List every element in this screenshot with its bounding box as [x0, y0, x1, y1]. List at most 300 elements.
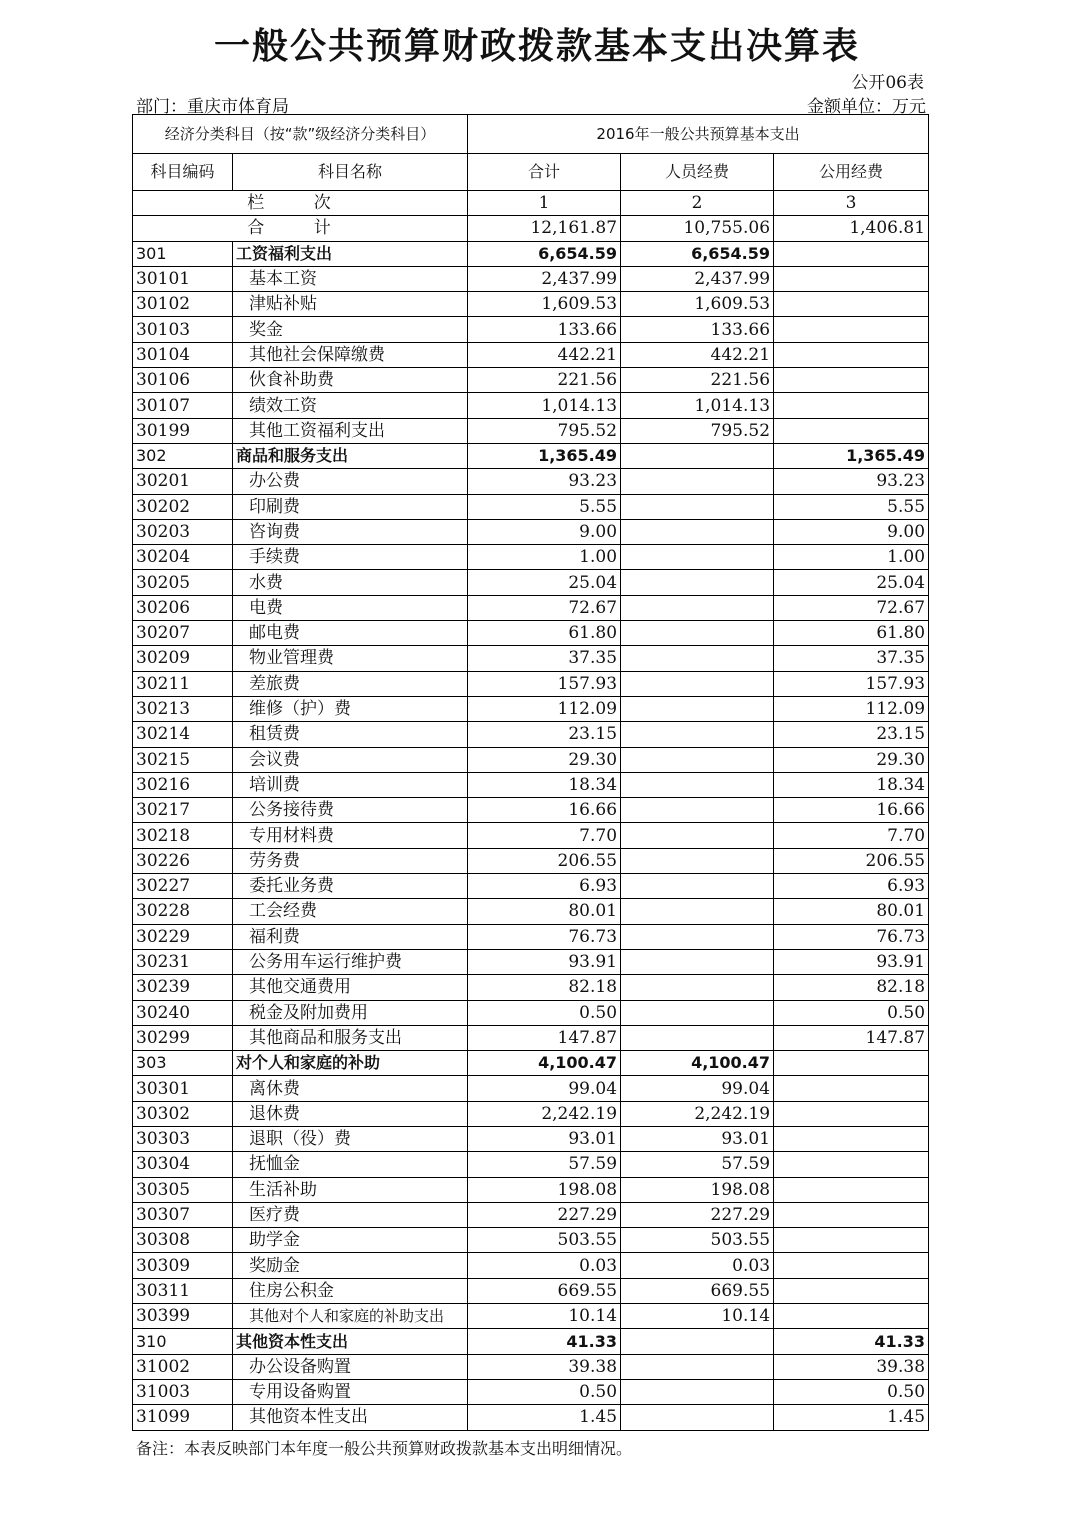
total-public: 1,406.81	[774, 216, 929, 241]
cell-public: 16.66	[774, 798, 929, 823]
table-row	[133, 519, 929, 544]
cell-public: 23.15	[774, 722, 929, 747]
cell-code: 302	[133, 443, 233, 468]
cell-name: 生活补助	[233, 1177, 468, 1202]
cell-public	[774, 266, 929, 291]
cell-personnel	[621, 924, 774, 949]
table-row	[133, 393, 929, 418]
cell-name: 维修（护）费	[233, 696, 468, 721]
cell-code: 30213	[133, 696, 233, 721]
total-amount: 12,161.87	[468, 216, 621, 241]
cell-public: 82.18	[774, 975, 929, 1000]
table-row	[133, 696, 929, 721]
column-number-row	[133, 191, 929, 216]
cell-total: 93.91	[468, 949, 621, 974]
cell-total: 10.14	[468, 1304, 621, 1329]
category-row	[133, 1329, 929, 1354]
cell-personnel: 2,242.19	[621, 1101, 774, 1126]
cell-name: 对个人和家庭的补助	[233, 1051, 468, 1076]
column-number-3: 3	[774, 191, 929, 216]
cell-public: 9.00	[774, 519, 929, 544]
name-header: 科目名称	[233, 154, 468, 191]
total-header: 合计	[468, 154, 621, 191]
cell-name: 医疗费	[233, 1202, 468, 1227]
meta-row	[136, 92, 926, 117]
cell-name: 物业管理费	[233, 646, 468, 671]
cell-public: 5.55	[774, 494, 929, 519]
cell-code: 30206	[133, 595, 233, 620]
cell-total: 1,609.53	[468, 292, 621, 317]
table-row	[133, 1304, 929, 1329]
cell-total: 221.56	[468, 368, 621, 393]
cell-personnel	[621, 1329, 774, 1354]
cell-total: 795.52	[468, 418, 621, 443]
table-row	[133, 545, 929, 570]
cell-public	[774, 1228, 929, 1253]
cell-public	[774, 1076, 929, 1101]
cell-total: 23.15	[468, 722, 621, 747]
cell-public: 206.55	[774, 848, 929, 873]
cell-total: 1,014.13	[468, 393, 621, 418]
table-row	[133, 747, 929, 772]
cell-total: 669.55	[468, 1278, 621, 1303]
cell-personnel: 669.55	[621, 1278, 774, 1303]
cell-name: 其他交通费用	[233, 975, 468, 1000]
total-personnel: 10,755.06	[621, 216, 774, 241]
table-row	[133, 1228, 929, 1253]
table-row	[133, 949, 929, 974]
cell-code: 30399	[133, 1304, 233, 1329]
cell-public: 6.93	[774, 874, 929, 899]
cell-code: 30217	[133, 798, 233, 823]
cell-code: 30305	[133, 1177, 233, 1202]
column-number-2: 2	[621, 191, 774, 216]
cell-code: 30304	[133, 1152, 233, 1177]
cell-public: 39.38	[774, 1354, 929, 1379]
econ-class-header: 经济分类科目（按“款”级经济分类科目）	[133, 115, 468, 154]
cell-name: 差旅费	[233, 671, 468, 696]
cell-personnel: 221.56	[621, 368, 774, 393]
cell-public	[774, 1051, 929, 1076]
cell-code: 30301	[133, 1076, 233, 1101]
cell-public: 72.67	[774, 595, 929, 620]
cell-public	[774, 368, 929, 393]
cell-personnel	[621, 469, 774, 494]
cell-name: 公务接待费	[233, 798, 468, 823]
cell-total: 4,100.47	[468, 1051, 621, 1076]
cell-public: 18.34	[774, 772, 929, 797]
cell-personnel	[621, 823, 774, 848]
table-row	[133, 1177, 929, 1202]
cell-personnel	[621, 646, 774, 671]
cell-total: 1.45	[468, 1405, 621, 1430]
cell-name: 工资福利支出	[233, 241, 468, 266]
form-number: 公开06表	[851, 73, 924, 93]
cell-total: 206.55	[468, 848, 621, 873]
cell-personnel: 503.55	[621, 1228, 774, 1253]
cell-code: 30216	[133, 772, 233, 797]
cell-total: 227.29	[468, 1202, 621, 1227]
cell-code: 30106	[133, 368, 233, 393]
table-row	[133, 469, 929, 494]
cell-code: 31002	[133, 1354, 233, 1379]
table-row	[133, 1025, 929, 1050]
column-number-label: 栏 次	[133, 191, 468, 216]
cell-total: 57.59	[468, 1152, 621, 1177]
cell-code: 30229	[133, 924, 233, 949]
category-row	[133, 443, 929, 468]
cell-public	[774, 292, 929, 317]
cell-name: 住房公积金	[233, 1278, 468, 1303]
column-number-1: 1	[468, 191, 621, 216]
cell-name: 抚恤金	[233, 1152, 468, 1177]
cell-public: 112.09	[774, 696, 929, 721]
cell-name: 专用材料费	[233, 823, 468, 848]
cell-personnel: 442.21	[621, 342, 774, 367]
cell-name: 其他社会保障缴费	[233, 342, 468, 367]
cell-public	[774, 317, 929, 342]
cell-name: 印刷费	[233, 494, 468, 519]
cell-total: 1.00	[468, 545, 621, 570]
cell-code: 30218	[133, 823, 233, 848]
table-row	[133, 1076, 929, 1101]
cell-code: 30299	[133, 1025, 233, 1050]
cell-code: 30302	[133, 1101, 233, 1126]
cell-name: 手续费	[233, 545, 468, 570]
cell-personnel: 198.08	[621, 1177, 774, 1202]
cell-name: 专用设备购置	[233, 1379, 468, 1404]
cell-name: 租赁费	[233, 722, 468, 747]
cell-personnel: 93.01	[621, 1126, 774, 1151]
cell-public: 61.80	[774, 621, 929, 646]
table-row	[133, 924, 929, 949]
header-row-1	[133, 115, 929, 154]
cell-code: 30308	[133, 1228, 233, 1253]
cell-code: 30311	[133, 1278, 233, 1303]
cell-public: 1.45	[774, 1405, 929, 1430]
cell-public	[774, 393, 929, 418]
table-row	[133, 1202, 929, 1227]
table-row	[133, 1354, 929, 1379]
cell-personnel	[621, 671, 774, 696]
page-title: 一般公共预算财政拨款基本支出决算表	[213, 26, 860, 67]
table-row	[133, 1101, 929, 1126]
cell-total: 6,654.59	[468, 241, 621, 266]
cell-public	[774, 1101, 929, 1126]
cell-total: 39.38	[468, 1354, 621, 1379]
cell-name: 其他商品和服务支出	[233, 1025, 468, 1050]
cell-total: 2,437.99	[468, 266, 621, 291]
cell-name: 津贴补贴	[233, 292, 468, 317]
cell-name: 电费	[233, 595, 468, 620]
cell-code: 30309	[133, 1253, 233, 1278]
footnote: 备注：本表反映部门本年度一般公共预算财政拨款基本支出明细情况。	[136, 1439, 633, 1458]
cell-total: 7.70	[468, 823, 621, 848]
cell-public: 93.91	[774, 949, 929, 974]
cell-personnel: 1,609.53	[621, 292, 774, 317]
cell-total: 6.93	[468, 874, 621, 899]
cell-public: 1,365.49	[774, 443, 929, 468]
table-row	[133, 621, 929, 646]
cell-name: 商品和服务支出	[233, 443, 468, 468]
cell-total: 18.34	[468, 772, 621, 797]
cell-total: 133.66	[468, 317, 621, 342]
cell-public: 93.23	[774, 469, 929, 494]
cell-name: 奖励金	[233, 1253, 468, 1278]
table-row	[133, 1278, 929, 1303]
category-row	[133, 241, 929, 266]
cell-personnel	[621, 949, 774, 974]
cell-public: 157.93	[774, 671, 929, 696]
cell-personnel	[621, 443, 774, 468]
cell-name: 伙食补助费	[233, 368, 468, 393]
cell-name: 劳务费	[233, 848, 468, 873]
cell-personnel	[621, 975, 774, 1000]
cell-total: 442.21	[468, 342, 621, 367]
code-header: 科目编码	[133, 154, 233, 191]
cell-code: 30239	[133, 975, 233, 1000]
cell-total: 76.73	[468, 924, 621, 949]
cell-code: 30203	[133, 519, 233, 544]
cell-total: 1,365.49	[468, 443, 621, 468]
cell-total: 157.93	[468, 671, 621, 696]
personnel-header: 人员经费	[621, 154, 774, 191]
cell-total: 99.04	[468, 1076, 621, 1101]
cell-public	[774, 342, 929, 367]
table-row	[133, 722, 929, 747]
cell-public: 0.50	[774, 1379, 929, 1404]
cell-public: 41.33	[774, 1329, 929, 1354]
cell-total: 82.18	[468, 975, 621, 1000]
unit-label: 金额单位：万元	[807, 97, 926, 117]
cell-total: 61.80	[468, 621, 621, 646]
table-row	[133, 1126, 929, 1151]
table-row	[133, 975, 929, 1000]
cell-name: 其他对个人和家庭的补助支出	[233, 1304, 468, 1329]
cell-code: 30205	[133, 570, 233, 595]
cell-name: 奖金	[233, 317, 468, 342]
cell-total: 5.55	[468, 494, 621, 519]
cell-public	[774, 418, 929, 443]
cell-total: 16.66	[468, 798, 621, 823]
cell-total: 2,242.19	[468, 1101, 621, 1126]
cell-name: 邮电费	[233, 621, 468, 646]
cell-personnel: 4,100.47	[621, 1051, 774, 1076]
table-row	[133, 368, 929, 393]
cell-name: 退休费	[233, 1101, 468, 1126]
cell-code: 30226	[133, 848, 233, 873]
cell-public: 1.00	[774, 545, 929, 570]
cell-code: 30201	[133, 469, 233, 494]
cell-total: 93.01	[468, 1126, 621, 1151]
cell-public: 76.73	[774, 924, 929, 949]
cell-personnel: 227.29	[621, 1202, 774, 1227]
cell-name: 退职（役）费	[233, 1126, 468, 1151]
cell-code: 30231	[133, 949, 233, 974]
cell-name: 税金及附加费用	[233, 1000, 468, 1025]
cell-public: 147.87	[774, 1025, 929, 1050]
table-row	[133, 342, 929, 367]
header-row-2	[133, 154, 929, 191]
cell-personnel	[621, 621, 774, 646]
cell-total: 93.23	[468, 469, 621, 494]
cell-personnel	[621, 696, 774, 721]
cell-code: 30101	[133, 266, 233, 291]
cell-public: 29.30	[774, 747, 929, 772]
cell-name: 工会经费	[233, 899, 468, 924]
cell-public	[774, 1304, 929, 1329]
cell-personnel: 2,437.99	[621, 266, 774, 291]
cell-name: 委托业务费	[233, 874, 468, 899]
cell-total: 41.33	[468, 1329, 621, 1354]
cell-code: 30207	[133, 621, 233, 646]
cell-personnel	[621, 798, 774, 823]
cell-name: 办公设备购置	[233, 1354, 468, 1379]
table-row	[133, 772, 929, 797]
cell-name: 会议费	[233, 747, 468, 772]
cell-personnel: 0.03	[621, 1253, 774, 1278]
cell-code: 310	[133, 1329, 233, 1354]
category-row	[133, 1051, 929, 1076]
cell-total: 0.03	[468, 1253, 621, 1278]
table-row	[133, 1152, 929, 1177]
cell-personnel	[621, 1025, 774, 1050]
cell-personnel	[621, 848, 774, 873]
cell-public: 7.70	[774, 823, 929, 848]
cell-code: 30215	[133, 747, 233, 772]
cell-personnel: 795.52	[621, 418, 774, 443]
cell-personnel	[621, 494, 774, 519]
cell-public	[774, 1152, 929, 1177]
public-header: 公用经费	[774, 154, 929, 191]
cell-personnel	[621, 595, 774, 620]
cell-code: 30209	[133, 646, 233, 671]
cell-name: 公务用车运行维护费	[233, 949, 468, 974]
cell-code: 303	[133, 1051, 233, 1076]
period-header: 2016年一般公共预算基本支出	[468, 115, 929, 154]
cell-code: 30104	[133, 342, 233, 367]
cell-personnel	[621, 899, 774, 924]
table-row	[133, 266, 929, 291]
total-label: 合 计	[133, 216, 468, 241]
cell-public	[774, 1126, 929, 1151]
cell-total: 112.09	[468, 696, 621, 721]
cell-public	[774, 1253, 929, 1278]
department-label: 部门：重庆市体育局	[136, 97, 289, 117]
table-row	[133, 292, 929, 317]
total-row	[133, 216, 929, 241]
table-row	[133, 595, 929, 620]
cell-personnel: 1,014.13	[621, 393, 774, 418]
cell-code: 30307	[133, 1202, 233, 1227]
cell-code: 30240	[133, 1000, 233, 1025]
cell-total: 9.00	[468, 519, 621, 544]
cell-code: 30107	[133, 393, 233, 418]
cell-public	[774, 1202, 929, 1227]
cell-personnel	[621, 570, 774, 595]
table-row	[133, 823, 929, 848]
table-row	[133, 646, 929, 671]
cell-public: 37.35	[774, 646, 929, 671]
cell-code: 30202	[133, 494, 233, 519]
cell-total: 147.87	[468, 1025, 621, 1050]
cell-name: 咨询费	[233, 519, 468, 544]
table-row	[133, 671, 929, 696]
cell-public	[774, 241, 929, 266]
cell-personnel	[621, 1000, 774, 1025]
cell-total: 72.67	[468, 595, 621, 620]
cell-name: 福利费	[233, 924, 468, 949]
table-row	[133, 798, 929, 823]
cell-code: 30227	[133, 874, 233, 899]
cell-code: 30204	[133, 545, 233, 570]
cell-personnel	[621, 1405, 774, 1430]
cell-personnel: 57.59	[621, 1152, 774, 1177]
table-row	[133, 570, 929, 595]
cell-personnel	[621, 874, 774, 899]
cell-personnel: 133.66	[621, 317, 774, 342]
cell-name: 水费	[233, 570, 468, 595]
cell-public: 0.50	[774, 1000, 929, 1025]
cell-name: 助学金	[233, 1228, 468, 1253]
table-row	[133, 317, 929, 342]
cell-public	[774, 1278, 929, 1303]
cell-personnel	[621, 1379, 774, 1404]
cell-total: 198.08	[468, 1177, 621, 1202]
table-row	[133, 1253, 929, 1278]
cell-name: 其他资本性支出	[233, 1405, 468, 1430]
expenditure-table	[132, 114, 929, 1431]
cell-public: 25.04	[774, 570, 929, 595]
cell-personnel	[621, 1354, 774, 1379]
cell-public: 80.01	[774, 899, 929, 924]
table-row	[133, 1000, 929, 1025]
cell-personnel: 10.14	[621, 1304, 774, 1329]
table-row	[133, 418, 929, 443]
cell-total: 37.35	[468, 646, 621, 671]
cell-code: 30228	[133, 899, 233, 924]
cell-total: 25.04	[468, 570, 621, 595]
cell-name: 绩效工资	[233, 393, 468, 418]
cell-personnel	[621, 722, 774, 747]
table-row	[133, 1405, 929, 1430]
cell-personnel	[621, 772, 774, 797]
table-row	[133, 494, 929, 519]
cell-personnel: 6,654.59	[621, 241, 774, 266]
cell-total: 0.50	[468, 1379, 621, 1404]
cell-personnel: 99.04	[621, 1076, 774, 1101]
cell-code: 301	[133, 241, 233, 266]
cell-name: 其他资本性支出	[233, 1329, 468, 1354]
cell-personnel	[621, 747, 774, 772]
cell-name: 其他工资福利支出	[233, 418, 468, 443]
cell-code: 30102	[133, 292, 233, 317]
cell-public	[774, 1177, 929, 1202]
cell-code: 31003	[133, 1379, 233, 1404]
cell-code: 30303	[133, 1126, 233, 1151]
cell-name: 办公费	[233, 469, 468, 494]
cell-total: 80.01	[468, 899, 621, 924]
cell-name: 离休费	[233, 1076, 468, 1101]
cell-code: 30103	[133, 317, 233, 342]
table-row	[133, 899, 929, 924]
cell-code: 31099	[133, 1405, 233, 1430]
table-row	[133, 1379, 929, 1404]
cell-total: 0.50	[468, 1000, 621, 1025]
cell-total: 29.30	[468, 747, 621, 772]
cell-personnel	[621, 545, 774, 570]
cell-personnel	[621, 519, 774, 544]
